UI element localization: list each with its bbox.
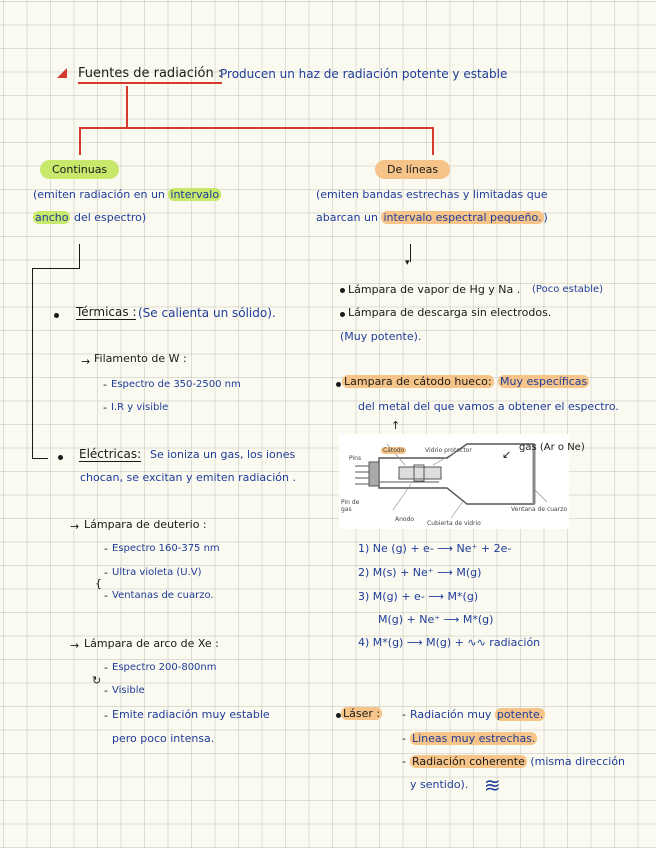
reaction-4: 4) M*(g) ⟶ M(g) + ∿∿ radiación — [358, 636, 541, 649]
descarga-bullet — [340, 312, 345, 317]
xe-dash-2: - — [104, 684, 108, 697]
tree-right-drop — [432, 127, 434, 155]
deuterio-label: Lámpara de deuterio : — [84, 518, 207, 531]
xe-arrow-icon: → — [70, 639, 80, 652]
laser-item-3 — [410, 755, 625, 769]
deuterio-arrow-icon: → — [70, 520, 80, 533]
deuterio-dash-1: - — [104, 542, 108, 555]
reaction-1: 1) Ne (g) + e- ⟶ Ne⁺ + 2e- — [358, 542, 512, 555]
deuterio-dash-2: - — [104, 566, 108, 579]
diagram-label-cubierta: Cubierta de vidrio — [427, 520, 481, 527]
laser-item-1 — [410, 708, 545, 722]
filamento-item-2: I.R y visible — [111, 402, 169, 413]
title-marker-icon — [57, 68, 67, 78]
page-subtitle: Producen un haz de radiación potente y estable — [220, 67, 508, 81]
catodo-label-text: Lampara de cátodo hueco: — [344, 375, 492, 388]
diagram-label-ventana: Ventana de cuarzo — [511, 506, 568, 513]
left-tree-vertical — [32, 268, 33, 458]
hg-lamp-note: (Poco estable) — [532, 284, 604, 295]
diagram-label-vidrio: Vidrio protector — [425, 447, 472, 454]
continuas-label: Continuas — [40, 160, 119, 179]
catodo-pointer-icon: ↑ — [391, 419, 401, 432]
laser-label — [341, 707, 382, 721]
lineas-desc-1: (emiten bandas estrechas y limitadas que — [316, 188, 548, 201]
lineas-label: De líneas — [375, 160, 450, 179]
lineas-desc-highlight: intervalo espectral pequeño. — [383, 211, 542, 224]
tree-left-drop — [79, 127, 81, 155]
electricas-bullet — [58, 455, 63, 460]
reaction-3: 3) M(g) + e- ⟶ M*(g) — [358, 590, 479, 603]
lineas-desc-2 — [316, 211, 548, 225]
catodo-spec-highlight: Muy específicas — [500, 375, 588, 388]
continuas-desc-text-2: del espectro) — [70, 211, 147, 224]
left-tree-bar — [32, 268, 80, 269]
xe-item-3-cont: pero poco intensa. — [112, 732, 215, 745]
laser-dash-2: - — [402, 732, 406, 745]
diagram-label-catodo: Cátodo — [383, 447, 405, 454]
tree-stem — [126, 86, 128, 128]
continuas-desc-2 — [33, 211, 146, 225]
deuterio-item-2: Ultra violeta (U.V) — [112, 567, 202, 578]
laser-item-2 — [410, 732, 537, 746]
catodo-label — [342, 375, 494, 389]
laser-item-3-highlight: Radiación coherente — [412, 755, 525, 768]
right-arrow-shaft — [410, 244, 411, 262]
filamento-dash-1: - — [103, 378, 107, 391]
right-arrow-head-icon: ▾ — [405, 258, 410, 268]
electricas-label: Eléctricas: — [79, 447, 142, 461]
laser-item-1-highlight: potente. — [496, 708, 544, 721]
continuas-desc-highlight: intervalo — [170, 188, 220, 201]
descarga-lamp: Lámpara de descarga sin electrodos. — [348, 306, 552, 319]
continuas-desc-text: (emiten radiación en un — [33, 188, 169, 201]
laser-label-text: Láser : — [343, 707, 381, 720]
hg-lamp: Lámpara de vapor de Hg y Na . — [348, 283, 521, 296]
gas-arrow-icon: ↙ — [502, 448, 512, 461]
continuas-desc-highlight-2: ancho — [35, 211, 69, 224]
diagram-label-anodo: Anodo — [395, 516, 415, 523]
lineas-desc-close: ) — [543, 211, 548, 224]
termicas-label: Térmicas : — [76, 305, 137, 319]
left-tree-bottom — [32, 458, 48, 459]
electricas-desc-2: chocan, se excitan y emiten radiación . — [80, 471, 296, 484]
deuterio-item-1: Espectro 160-375 nm — [112, 543, 220, 554]
page-title: Fuentes de radiación : — [78, 66, 222, 84]
deuterio-item-3: Ventanas de cuarzo. — [112, 590, 214, 601]
reaction-2: 2) M(s) + Ne⁺ ⟶ M(g) — [358, 566, 482, 579]
reaction-3b: M(g) + Ne⁺ ⟶ M*(g) — [378, 613, 494, 626]
diagram-label-pin-gas: Pin de gas — [341, 499, 360, 513]
xe-brace-icon: ↻ — [92, 674, 102, 687]
xe-item-3: Emite radiación muy estable — [112, 708, 270, 721]
xe-item-2: Visible — [112, 685, 145, 696]
catodo-spec-2: del metal del que vamos a obtener el espectro. — [358, 400, 619, 413]
catodo-bullet — [336, 382, 341, 387]
left-tree-drop — [79, 244, 80, 268]
deuterio-brace-icon: { — [95, 577, 102, 590]
lineas-desc-text: abarcan un — [316, 211, 382, 224]
xe-dash-3: - — [104, 709, 108, 722]
laser-item-1-text: Radiación muy — [410, 708, 495, 721]
electricas-desc-1: Se ioniza un gas, los iones — [150, 448, 296, 461]
filamento-item-1: Espectro de 350-2500 nm — [111, 379, 241, 390]
termicas-bullet — [54, 313, 59, 318]
deuterio-dash-3: - — [104, 589, 108, 602]
tree-bar — [79, 127, 434, 129]
laser-dash-1: - — [402, 708, 406, 721]
descarga-lamp-note: (Muy potente). — [340, 330, 422, 343]
filamento-dash-2: - — [103, 401, 107, 414]
laser-dash-3: - — [402, 755, 406, 768]
hg-bullet — [340, 288, 345, 293]
catodo-spec-1 — [498, 375, 589, 389]
laser-item-2-highlight: Lineas muy estrechas. — [412, 732, 536, 745]
laser-item-3-cont: y sentido). — [410, 778, 469, 791]
laser-item-3-text: (misma dirección — [526, 755, 626, 768]
gas-label: gas (Ar o Ne) — [519, 442, 585, 453]
diagram-label-pins: Pins — [349, 455, 362, 462]
filamento-label: Filamento de W : — [94, 352, 187, 365]
filamento-arrow-icon: → — [81, 355, 91, 368]
termicas-desc: (Se calienta un sólido). — [138, 306, 276, 320]
continuas-desc-1 — [33, 188, 221, 202]
xe-label: Lámpara de arco de Xe : — [84, 637, 219, 650]
xe-item-1: Espectro 200-800nm — [112, 662, 217, 673]
xe-dash-1: - — [104, 661, 108, 674]
coherent-wave-icon: ≋ — [484, 773, 501, 797]
